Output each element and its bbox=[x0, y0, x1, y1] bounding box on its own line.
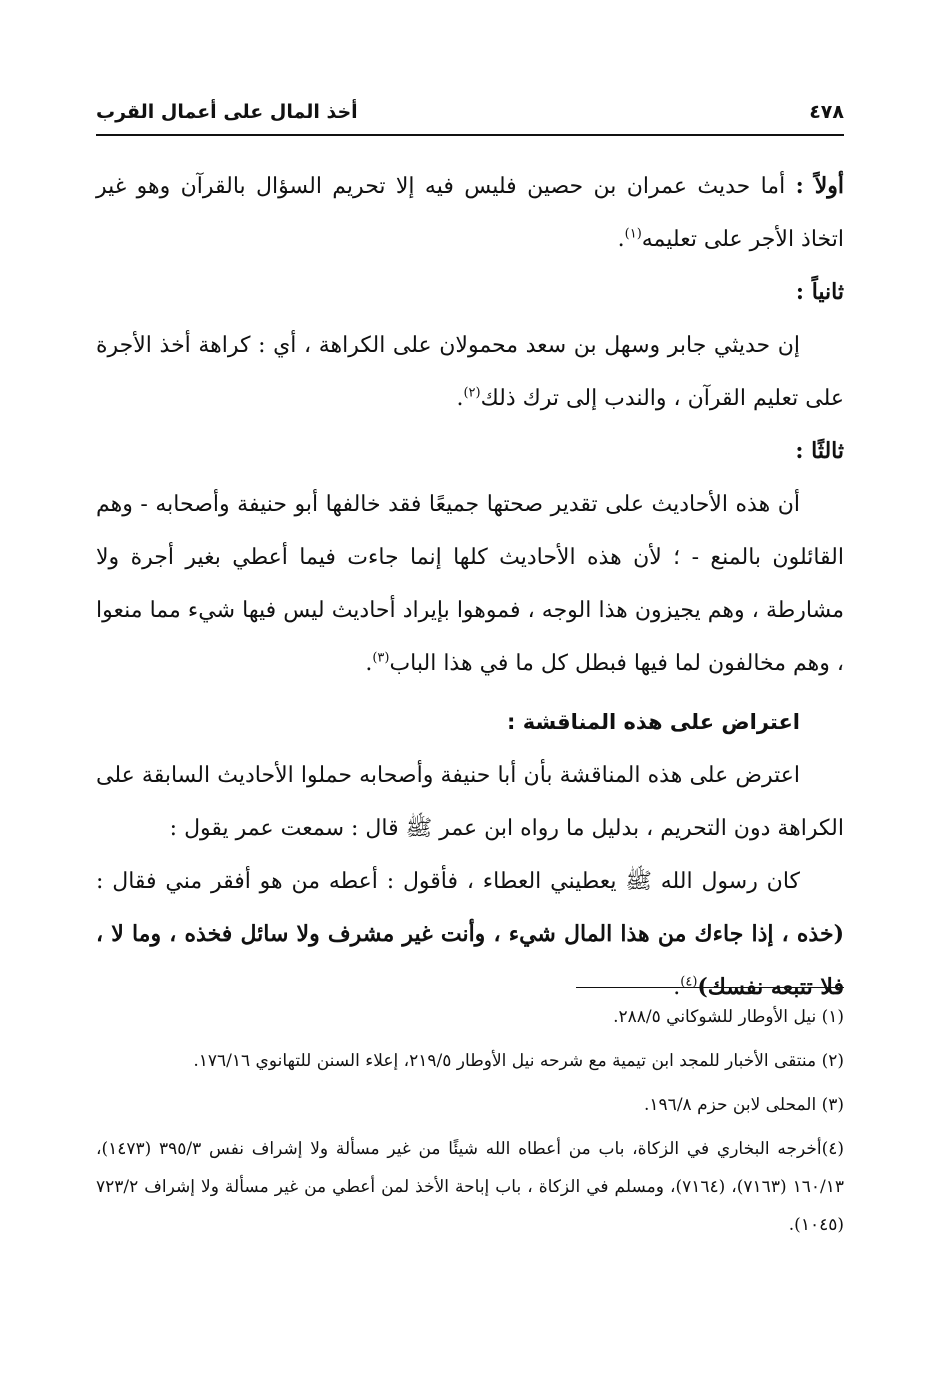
footnote-ref-4: (٤) bbox=[680, 974, 698, 990]
page-header bbox=[96, 92, 844, 132]
footnotes bbox=[96, 998, 844, 1250]
period: . bbox=[456, 386, 464, 411]
period: . bbox=[617, 227, 625, 252]
footnote-item: (١) نيل الأوطار للشوكاني ٢٨٨/٥. bbox=[613, 1007, 844, 1027]
page-number: ٤٧٨ bbox=[809, 101, 844, 123]
period: . bbox=[365, 651, 373, 676]
header-divider bbox=[96, 134, 844, 136]
paragraph-third bbox=[96, 478, 844, 690]
footnote-divider bbox=[576, 987, 844, 988]
footnote-item: (٣) المحلى لابن حزم ١٩٦/٨. bbox=[644, 1095, 844, 1115]
paragraph-third-text: أن هذه الأحاديث على تقدير صحتها جميعًا فقد خالفها أبو حنيفة وأصحابه - وهم القائلون بالمنع - ؛ لأن هذه الأحاديث كلها إنما جاءت فيما أعطي بغير أجرة ولا مشارطة ، وهم يجيزون هذا الوجه ، فموهوا بإيراد أحاديث ليس فيها شيء مما منعوا ، وهم مخالفون لما فيها فبطل كل ما في هذا الباب bbox=[96, 492, 844, 676]
paragraph-second-text: إن حديثي جابر وسهل بن سعد محمولان على الكراهة ، أي : كراهة أخذ الأجرة على تعليم القرآن ، والندب إلى ترك ذلك bbox=[96, 333, 844, 411]
paragraph-first-text: أما حديث عمران بن حصين فليس فيه إلا تحريم السؤال بالقرآن وهو غير اتخاذ الأجر على تعليمه bbox=[96, 174, 844, 252]
paragraph-second bbox=[96, 319, 844, 425]
point-label-first: أولاً : bbox=[795, 173, 844, 199]
hadith-intro: كان رسول الله ﷺ يعطيني العطاء ، فأقول : أعطه من هو أفقر مني فقال : bbox=[96, 869, 800, 894]
hadith-paragraph bbox=[96, 855, 844, 1014]
objection-paragraph: اعترض على هذه المناقشة بأن أبا حنيفة وأصحابه حملوا الأحاديث السابقة على الكراهة دون التحريم ، بدليل ما رواه ابن عمر ﷺ قال : سمعت عمر يقول : bbox=[96, 763, 844, 841]
objection-heading: اعتراض على هذه المناقشة : bbox=[507, 710, 800, 734]
footnote-ref-1: (١) bbox=[624, 226, 642, 242]
paragraph-first bbox=[96, 160, 844, 266]
main-text bbox=[96, 160, 844, 1014]
footnote-ref-2: (٢) bbox=[463, 385, 481, 401]
period: . bbox=[673, 975, 681, 1000]
hadith-quote: (خذه ، إذا جاءك من هذا المال شيء ، وأنت غير مشرف ولا سائل فخذه ، وما لا ، فلا تتبعه نفسك) bbox=[96, 921, 844, 1000]
point-label-third: ثالثًا : bbox=[795, 438, 844, 464]
footnote-item: (٤)أخرجه البخاري في الزكاة، باب من أعطاه الله شيئًا من غير مسألة ولا إشراف نفس ٣٩٥/٣ (١٤٧٣)، ١٦٠/١٣ (٧١٦٣)، (٧١٦٤)، ومسلم في الزكاة ، باب إباحة الأخذ لمن أعطي من غير مسألة ولا إشراف ٧٢٣/٢ (١٠٤٥). bbox=[96, 1139, 844, 1235]
running-title: أخذ المال على أعمال القرب bbox=[96, 101, 358, 123]
point-label-second: ثانياً : bbox=[795, 279, 844, 305]
footnote-ref-3: (٣) bbox=[372, 650, 390, 666]
footnote-item: (٢) منتقى الأخبار للمجد ابن تيمية مع شرحه نيل الأوطار ٢١٩/٥، إعلاء السنن للتهانوي ١٧٦/١٦. bbox=[193, 1051, 844, 1071]
